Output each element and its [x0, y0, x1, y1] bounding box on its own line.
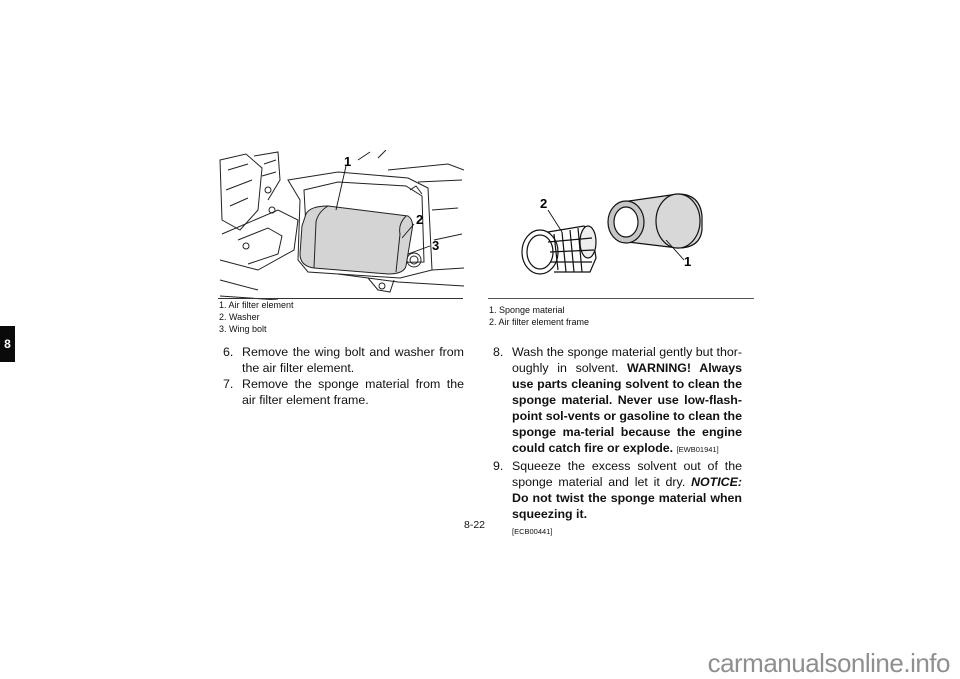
warning-text: WARNING! Always use parts cleaning solvent to clean the sponge material. Never use low-flash-point sol-vents or gasoline to clean the sponge ma-terial because the engine could catch fire or explode.: [512, 361, 743, 455]
callout-3: 3: [432, 238, 440, 253]
chapter-tab: 8: [0, 326, 15, 362]
caption-air-filter-element: 1. Air filter element: [219, 300, 294, 310]
step-8: 8. Wash the sponge material gently but thor-oughly in solvent. WARNING! Always use parts cleaning solvent to clean the sponge material. Never use low-flash-point sol-vents or gasoline to clean the sponge ma-terial because the engine could catch fire or explode. [EWB01941]: [493, 345, 743, 455]
step-7: 7. Remove the sponge material from the air filter element frame.: [223, 377, 464, 407]
caption-sponge-material: 1. Sponge material: [489, 305, 565, 315]
step-6: 6. Remove the wing bolt and washer from the air filter element.: [223, 345, 464, 375]
callout-1: 1: [344, 154, 352, 169]
callout-2: 2: [416, 212, 424, 227]
caption-air-filter-element-frame: 2. Air filter element frame: [489, 317, 590, 327]
left-steps: [218, 344, 464, 408]
sponge-and-frame-illustration: [488, 180, 754, 298]
step-8-text: Wash the sponge material gently but thor-oughly in solvent.: [512, 345, 742, 375]
caption-wing-bolt: 3. Wing bolt: [219, 324, 267, 334]
figure-right-captions: [489, 304, 589, 328]
watermark: carmanualsonline.info: [707, 648, 950, 678]
figure-right-divider: [488, 298, 754, 299]
notice-text: Do not twist the sponge material when squeezing it.: [512, 491, 742, 521]
caption-washer: 2. Washer: [219, 312, 260, 322]
figure-left-captions: [219, 299, 294, 335]
warning-code: [EWB01941]: [676, 445, 719, 454]
step-9-text: Squeeze the excess solvent out of the sponge material and let it dry.: [512, 459, 742, 489]
step-9: 9. Squeeze the excess solvent out of the sponge material and let it dry. NOTICE: Do not twist the sponge material when squeezing it. [ECB00441]: [493, 459, 742, 536]
callout-1: 1: [684, 254, 692, 269]
notice-code: [ECB00441]: [512, 527, 553, 536]
callout-2: 2: [540, 196, 548, 211]
right-steps: [488, 344, 742, 540]
page-number: 8-22: [464, 519, 486, 531]
air-filter-box-illustration: [218, 150, 464, 300]
notice-label: NOTICE:: [691, 475, 742, 489]
